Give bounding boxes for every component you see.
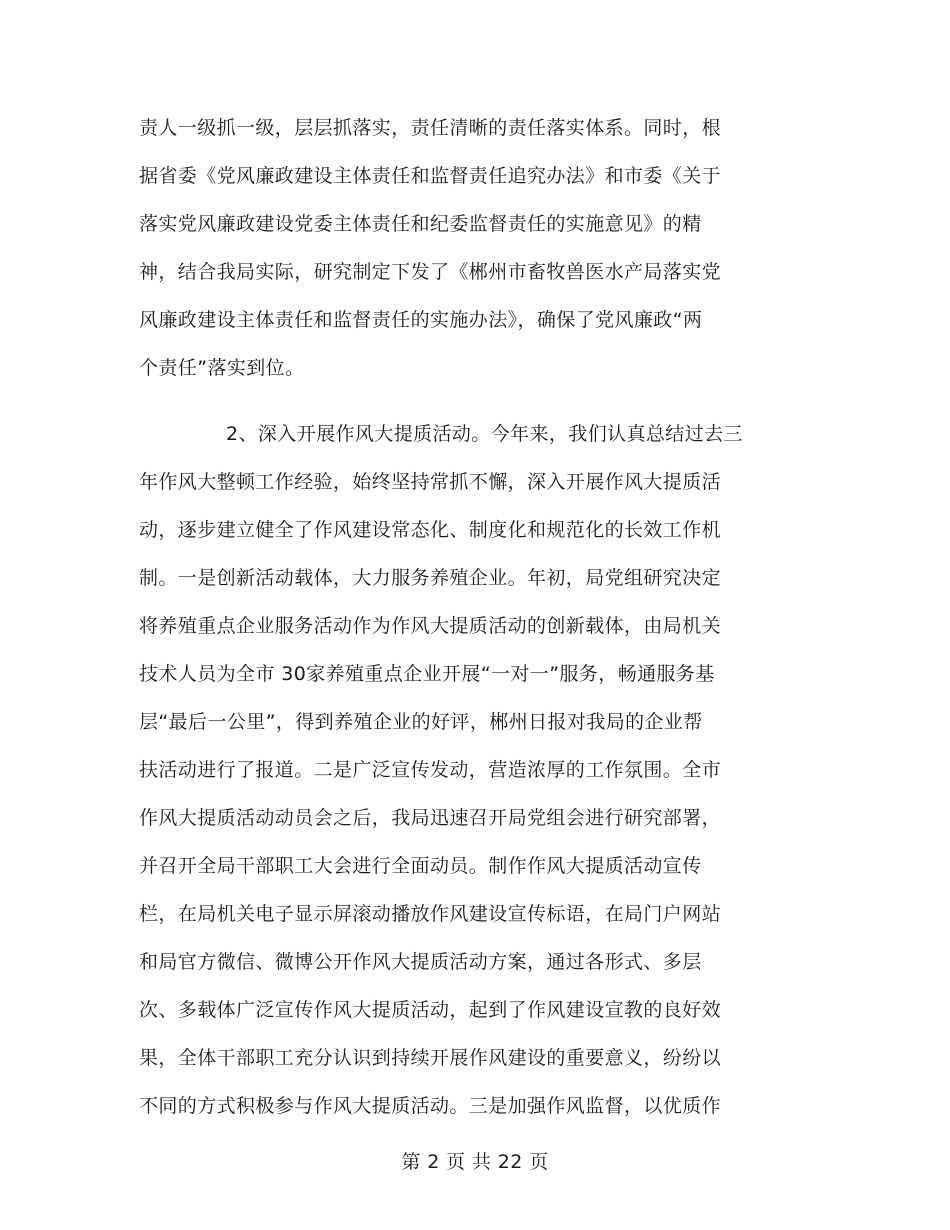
text-line: 据省委《党风廉政建设主体责任和监督责任追究办法》和市委《关于 <box>139 165 722 187</box>
text-line: 技术人员为全市 30家养殖重点企业开展“一对一”服务，畅通服务基 <box>139 663 715 685</box>
text-line: 不同的方式积极参与作风大提质活动。三是加强作风监督，以优质作 <box>139 1095 722 1117</box>
text-line: 层“最后一公里”，得到养殖企业的好评，郴州日报对我局的企业帮 <box>139 711 703 733</box>
text-line: 年作风大整顿工作经验，始终坚持常抓不懈，深入开展作风大提质活 <box>139 471 722 493</box>
text-line: 次、多载体广泛宣传作风大提质活动，起到了作风建设宣教的良好效 <box>139 999 722 1021</box>
text-line: 制。一是创新活动载体，大力服务养殖企业。年初，局党组研究决定 <box>139 567 722 589</box>
text-line: 风廉政建设主体责任和监督责任的实施办法》，确保了党风廉政“两 <box>139 309 703 331</box>
text-line: 果，全体干部职工充分认识到持续开展作风建设的重要意义，纷纷以 <box>139 1047 722 1069</box>
text-line: 个责任”落实到位。 <box>139 357 305 379</box>
text-line: 责人一级抓一级，层层抓落实，责任清晰的责任落实体系。同时，根 <box>139 117 722 139</box>
text-line: 并召开全局干部职工大会进行全面动员。制作作风大提质活动宣传 <box>139 855 702 877</box>
text-line: 作风大提质活动动员会之后，我局迅速召开局党组会进行研究部署， <box>139 807 722 829</box>
text-line: 扶活动进行了报道。二是广泛宣传发动，营造浓厚的工作氛围。全市 <box>139 759 722 781</box>
paragraph-start-line: 2、深入开展作风大提质活动。今年来，我们认真总结过去三 <box>226 423 743 445</box>
text-line: 和局官方微信、微博公开作风大提质活动方案，通过各形式、多层 <box>139 951 702 973</box>
text-line: 动，逐步建立健全了作风建设常态化、制度化和规范化的长效工作机 <box>139 519 722 541</box>
text-line: 落实党风廉政建设党委主体责任和纪委监督责任的实施意见》的精 <box>139 213 702 235</box>
text-line: 将养殖重点企业服务活动作为作风大提质活动的创新载体，由局机关 <box>139 615 722 637</box>
text-line: 神，结合我局实际，研究制定下发了《郴州市畜牧兽医水产局落实党 <box>139 261 722 283</box>
page-number-footer: 第 2 页 共 22 页 <box>401 1151 549 1173</box>
text-line: 栏，在局机关电子显示屏滚动播放作风建设宣传标语，在局门户网站 <box>139 903 722 925</box>
